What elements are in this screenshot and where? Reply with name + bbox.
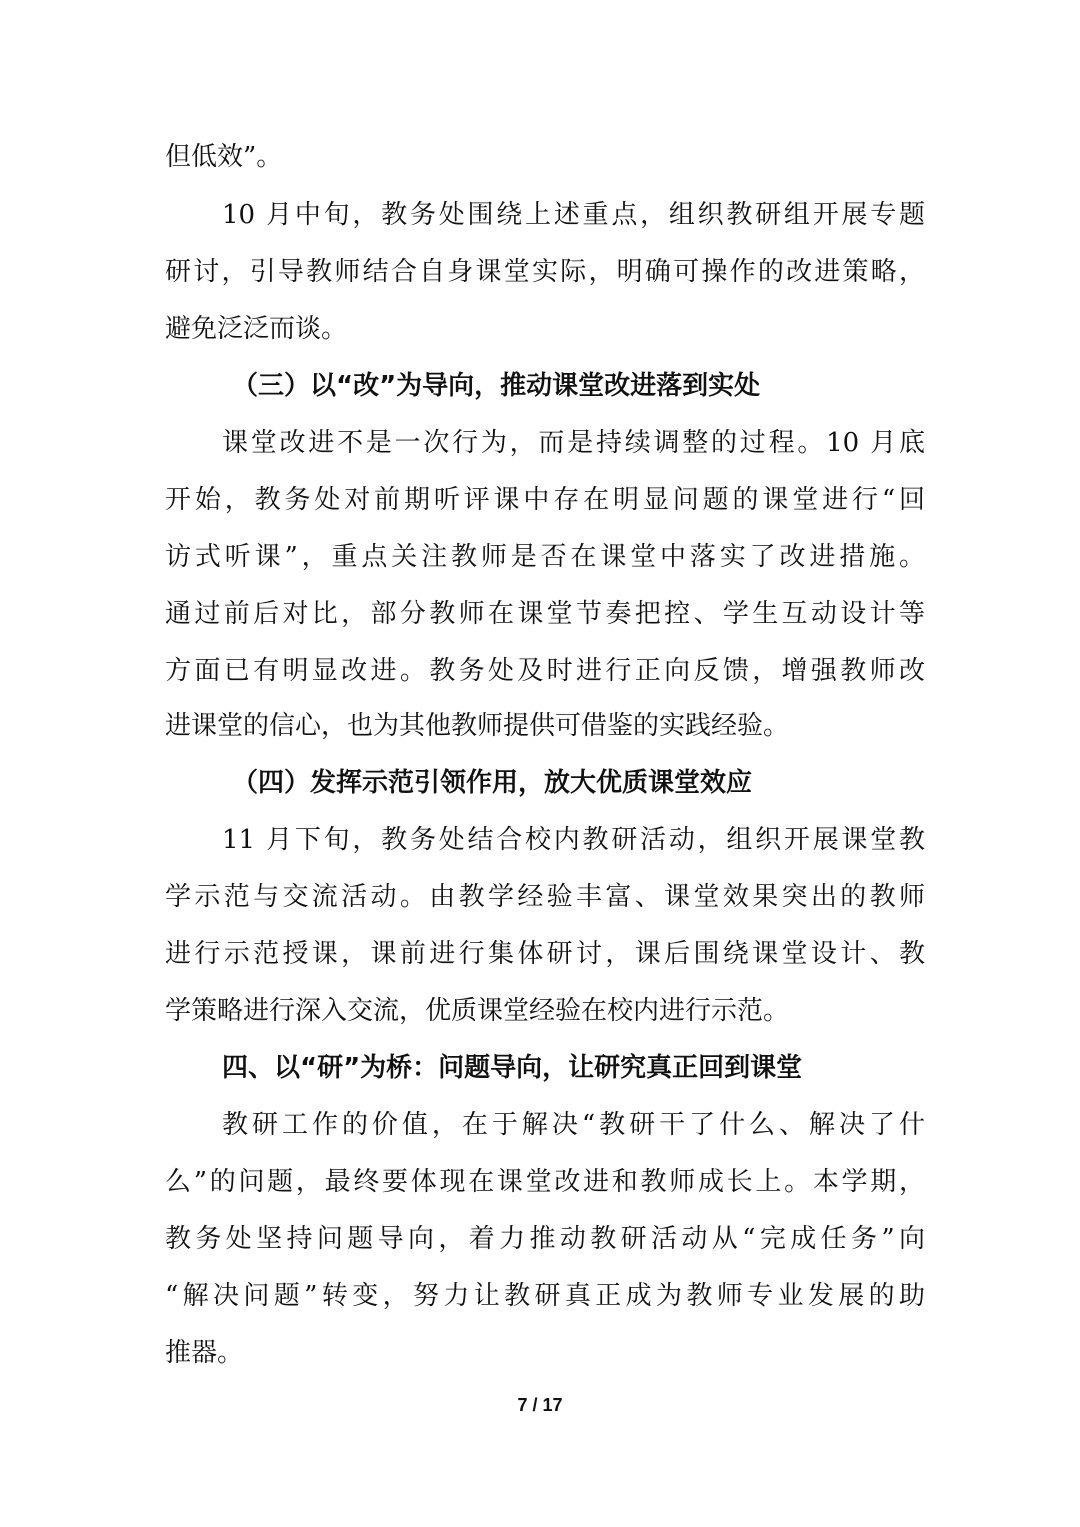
paragraph-line: 研讨，引导教师结合自身课堂实际，明确可操作的改进策略， bbox=[165, 257, 925, 287]
paragraph-line: 进行示范授课，课前进行集体研讨，课后围绕课堂设计、教 bbox=[165, 939, 925, 969]
section-heading: （四）发挥示范引领作用，放大优质课堂效应 bbox=[232, 768, 753, 798]
paragraph-line: 访式听课”，重点关注教师是否在课堂中落实了改进措施。 bbox=[165, 542, 925, 572]
paragraph-line: 进课堂的信心，也为其他教师提供可借鉴的实践经验。 bbox=[165, 711, 790, 741]
paragraph-line: 推器。 bbox=[165, 1338, 244, 1368]
paragraph-line: 课堂改进不是一次行为，而是持续调整的过程。10 月底 bbox=[222, 428, 925, 458]
paragraph-line: 11 月下旬，教务处结合校内教研活动，组织开展课堂教 bbox=[222, 825, 925, 855]
paragraph-line: 但低效”。 bbox=[165, 142, 283, 172]
paragraph-line: 教务处坚持问题导向，着力推动教研活动从“完成任务”向 bbox=[165, 1224, 925, 1254]
paragraph-line: 避免泛泛而谈。 bbox=[165, 314, 348, 344]
paragraph-line: 10 月中旬，教务处围绕上述重点，组织教研组开展专题 bbox=[222, 200, 925, 230]
paragraph-line: 教研工作的价值，在于解决“教研干了什么、解决了什 bbox=[222, 1110, 925, 1140]
paragraph-line: 学策略进行深入交流，优质课堂经验在校内进行示范。 bbox=[165, 996, 790, 1026]
paragraph-line: 么”的问题，最终要体现在课堂改进和教师成长上。本学期， bbox=[165, 1167, 925, 1197]
chapter-heading: 四、以“研”为桥：问题导向，让研究真正回到课堂 bbox=[222, 1053, 803, 1083]
paragraph-line: 方面已有明显改进。教务处及时进行正向反馈，增强教师改 bbox=[165, 656, 925, 686]
paragraph-line: 学示范与交流活动。由教学经验丰富、课堂效果突出的教师 bbox=[165, 882, 925, 912]
section-heading: （三）以“改”为导向，推动课堂改进落到实处 bbox=[232, 371, 761, 401]
page-number: 7 / 17 bbox=[517, 1395, 563, 1415]
paragraph-line: 开始，教务处对前期听评课中存在明显问题的课堂进行“回 bbox=[165, 485, 925, 515]
paragraph-line: “解决问题”转变，努力让教研真正成为教师专业发展的助 bbox=[165, 1281, 925, 1311]
paragraph-line: 通过前后对比，部分教师在课堂节奏把控、学生互动设计等 bbox=[165, 599, 925, 629]
